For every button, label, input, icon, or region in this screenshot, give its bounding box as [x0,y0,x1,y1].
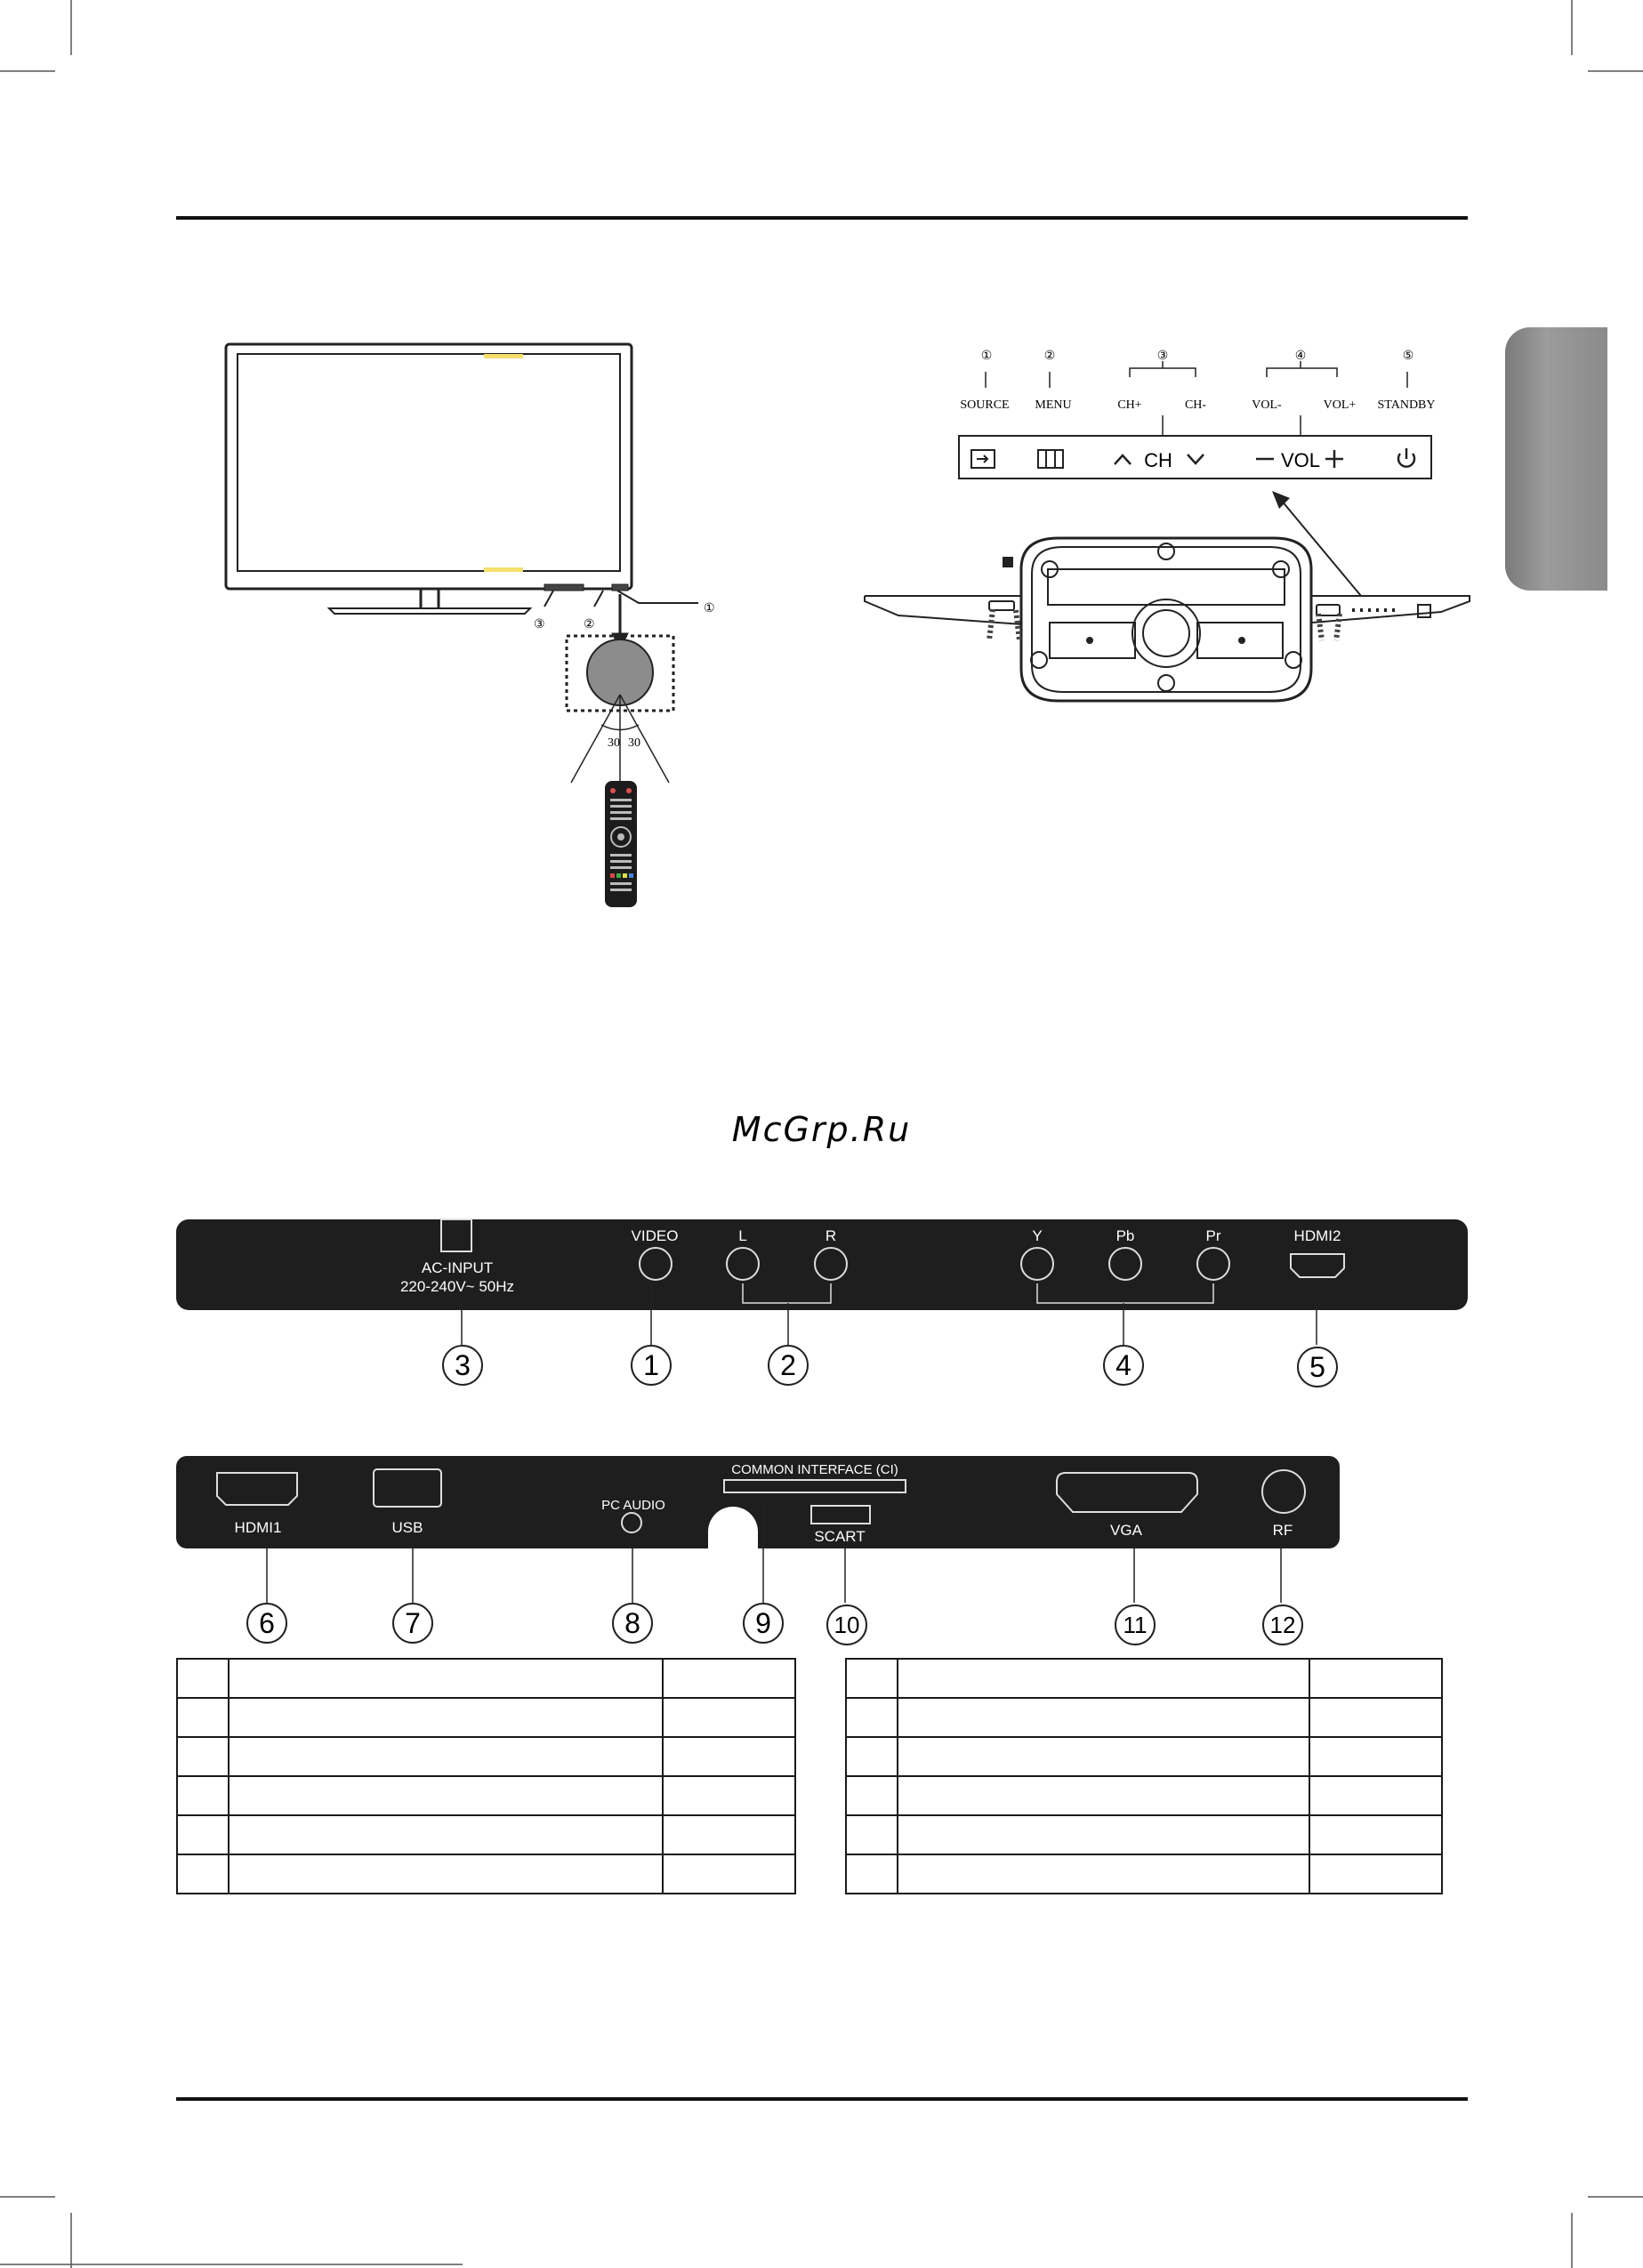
table-cell [177,1659,229,1698]
table-cell [229,1698,663,1737]
table-cell [177,1815,229,1854]
vol-text: VOL [1280,449,1321,471]
table-cell [229,1659,663,1698]
table-cell [846,1698,898,1737]
vol-plus-label: VOL+ [1323,398,1357,412]
table-cell [663,1737,795,1776]
table-row [846,1776,1442,1815]
table-cell [1309,1854,1442,1894]
table-row [846,1659,1442,1698]
table-cell [1309,1815,1442,1854]
table-cell [846,1659,898,1698]
table-cell [898,1815,1309,1854]
ch-plus-label: CH+ [1117,398,1142,412]
audio-r-label: R [825,1227,837,1244]
table-cell [898,1737,1309,1776]
table-cell [846,1854,898,1894]
table-cell [229,1854,663,1894]
menu-label: MENU [1035,398,1072,412]
table-row [846,1737,1442,1776]
table-cell [846,1737,898,1776]
callout-number: 2 [780,1349,796,1381]
callout-number: ① [980,350,993,363]
table-cell [846,1815,898,1854]
pb-label: Pb [1115,1227,1135,1244]
callout-number: 10 [834,1612,860,1638]
table-row [177,1659,795,1698]
scart-label: SCART [814,1528,866,1545]
callout-number: ② [1043,350,1056,363]
table-cell [1309,1698,1442,1737]
table-cell [1309,1659,1442,1698]
angle-right-label: 30 [628,736,640,750]
callout-number: 8 [624,1607,640,1639]
video-label: VIDEO [631,1227,679,1244]
table-cell [229,1815,663,1854]
table-row [177,1737,795,1776]
standby-label: STANDBY [1377,398,1436,412]
callout-number: 1 [643,1349,659,1381]
table-cell [177,1737,229,1776]
callout-number: ④ [1294,350,1307,363]
callout-number: 7 [405,1607,421,1639]
callout-number: ② [584,618,595,631]
hdmi2-label: HDMI2 [1293,1227,1341,1244]
callout-number: 9 [755,1607,771,1639]
table-cell [663,1815,795,1854]
source-label: SOURCE [960,398,1010,412]
table-cell [846,1776,898,1815]
angle-left-label: 30 [608,736,620,750]
table-cell [177,1854,229,1894]
table-cell [898,1698,1309,1737]
table-cell [663,1776,795,1815]
callout-number: 12 [1269,1612,1296,1638]
callout-number: 11 [1123,1612,1148,1638]
table-row [846,1815,1442,1854]
callout-number: 4 [1115,1349,1132,1381]
callout-number: ③ [534,618,545,631]
table-cell [663,1698,795,1737]
callout-number: ③ [1156,350,1169,363]
ci-label: COMMON INTERFACE (CI) [731,1462,898,1477]
callout-number: ⑤ [1402,350,1414,363]
table-cell [229,1737,663,1776]
table-row [177,1854,795,1894]
table-row [177,1776,795,1815]
ch-text: CH [1144,449,1172,471]
vol-minus-label: VOL- [1252,398,1282,412]
callout-number: 6 [259,1607,275,1639]
watermark: McGrp.Ru [731,1110,912,1149]
vga-label: VGA [1110,1522,1142,1539]
hdmi1-label: HDMI1 [234,1519,282,1536]
table-row [846,1854,1442,1894]
ch-minus-label: CH- [1184,398,1207,412]
ac-input-label: AC-INPUT [421,1259,494,1276]
y-label: Y [1032,1227,1043,1244]
table-cell [229,1776,663,1815]
table-cell [898,1776,1309,1815]
callout-number: 5 [1309,1351,1325,1383]
connector-table-left [176,1658,796,1894]
pc-audio-label: PC AUDIO [601,1498,665,1513]
usb-label: USB [391,1519,423,1536]
table-cell [663,1659,795,1698]
table-cell [898,1659,1309,1698]
audio-l-label: L [738,1227,747,1244]
connector-table-right [845,1658,1443,1894]
table-cell [177,1698,229,1737]
rf-label: RF [1272,1522,1293,1539]
callout-number: 3 [455,1349,471,1381]
table-row [177,1815,795,1854]
ac-rating-label: 220-240V~ 50Hz [399,1278,515,1295]
table-cell [898,1854,1309,1894]
table-cell [177,1776,229,1815]
table-cell [663,1854,795,1894]
table-cell [1309,1776,1442,1815]
table-cell [1309,1737,1442,1776]
callout-number: ① [704,602,715,615]
pr-label: Pr [1205,1227,1221,1244]
table-row [846,1698,1442,1737]
table-row [177,1698,795,1737]
